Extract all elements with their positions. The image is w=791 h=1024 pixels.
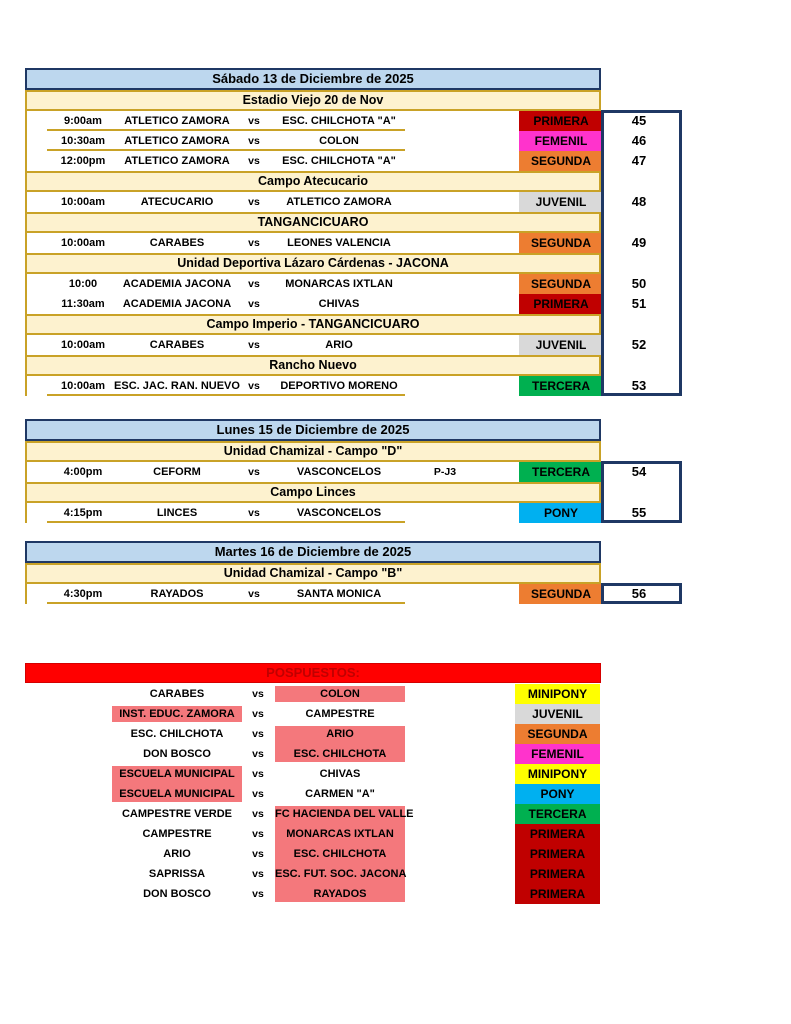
- vs-label: vs: [248, 135, 260, 147]
- match-home-team: ACADEMIA JACONA: [122, 298, 232, 310]
- category-badge: TERCERA: [515, 804, 600, 824]
- category-badge: PONY: [515, 784, 600, 804]
- match-away-team: ATLETICO ZAMORA: [286, 196, 392, 208]
- postponed-home-team: DON BOSCO: [143, 888, 211, 900]
- match-away-team: VASCONCELOS: [296, 466, 382, 478]
- venue-header: Estadio Viejo 20 de Nov: [25, 90, 601, 111]
- category-badge: PRIMERA: [515, 884, 600, 904]
- category-badge: MINIPONY: [515, 684, 600, 704]
- vs-label: vs: [248, 339, 260, 351]
- match-row: [25, 131, 683, 151]
- venue-header: Unidad Chamizal - Campo "B": [25, 563, 601, 584]
- category-badge: FEMENIL: [519, 131, 603, 151]
- row-divider: [47, 149, 405, 151]
- category-badge: FEMENIL: [515, 744, 600, 764]
- postponed-away-team: FC HACIENDA DEL VALLE: [275, 808, 414, 820]
- postponed-home-team: CAMPESTRE VERDE: [121, 808, 233, 820]
- match-time: 10:00am: [60, 196, 106, 208]
- match-home-team: CARABES: [149, 237, 205, 249]
- match-home-team: ACADEMIA JACONA: [122, 278, 232, 290]
- postponed-header: POSPUESTOS:: [25, 663, 601, 683]
- postponed-away-team: RAYADOS: [313, 888, 367, 900]
- number-bracket-monday: [601, 461, 682, 523]
- postponed-away-team: ESC. CHILCHOTA: [293, 748, 387, 760]
- vs-label: vs: [248, 115, 260, 127]
- vs-label: vs: [248, 155, 260, 167]
- row-divider: [47, 394, 405, 396]
- match-home-team: LINCES: [156, 507, 198, 519]
- match-home-team: ESC. JAC. RAN. NUEVO: [114, 380, 240, 392]
- vs-label: vs: [252, 848, 264, 860]
- match-row: [25, 335, 683, 355]
- postponed-home-team: ESC. CHILCHOTA: [130, 728, 224, 740]
- match-row: [25, 503, 683, 523]
- match-number: 45: [631, 113, 647, 128]
- vs-label: vs: [252, 768, 264, 780]
- match-row: [25, 233, 683, 253]
- postponed-home-team: CAMPESTRE: [142, 828, 212, 840]
- match-number: 56: [631, 586, 647, 601]
- match-away-team: DEPORTIVO MORENO: [280, 380, 398, 392]
- match-time: 10:30am: [60, 135, 106, 147]
- category-badge: PRIMERA: [515, 864, 600, 884]
- match-home-team: ATLETICO ZAMORA: [124, 155, 230, 167]
- match-time: 4:00pm: [63, 466, 103, 478]
- match-row: [25, 192, 683, 212]
- vs-label: vs: [248, 380, 260, 392]
- postponed-home-team: DON BOSCO: [143, 748, 211, 760]
- postponed-home-team: ESCUELA MUNICIPAL: [119, 768, 235, 780]
- venue-header: Unidad Chamizal - Campo "D": [25, 441, 601, 462]
- postponed-away-team: COLON: [320, 688, 360, 700]
- vs-label: vs: [248, 196, 260, 208]
- postponed-home-team: INST. EDUC. ZAMORA: [119, 708, 235, 720]
- category-badge: SEGUNDA: [519, 274, 603, 294]
- vs-label: vs: [248, 237, 260, 249]
- category-badge: MINIPONY: [515, 764, 600, 784]
- match-number: 48: [631, 194, 647, 209]
- match-away-team: VASCONCELOS: [296, 507, 382, 519]
- day-header: Lunes 15 de Diciembre de 2025: [25, 419, 601, 441]
- postponed-row: [25, 884, 601, 904]
- postponed-home-team: ARIO: [163, 848, 191, 860]
- category-badge: JUVENIL: [519, 335, 603, 355]
- match-row: [25, 376, 683, 396]
- match-away-team: ARIO: [325, 339, 353, 351]
- category-badge: PRIMERA: [519, 294, 603, 314]
- day-header: Sábado 13 de Diciembre de 2025: [25, 68, 601, 90]
- match-home-team: CEFORM: [153, 466, 201, 478]
- venue-header: Rancho Nuevo: [25, 355, 601, 376]
- match-time: 11:30am: [61, 298, 105, 310]
- category-badge: JUVENIL: [515, 704, 600, 724]
- match-time: 10:00am: [60, 237, 106, 249]
- match-row: [25, 584, 683, 604]
- match-row: [25, 294, 683, 314]
- match-number: 50: [631, 276, 647, 291]
- vs-label: vs: [252, 788, 264, 800]
- match-home-team: RAYADOS: [150, 588, 204, 600]
- row-divider: [47, 602, 405, 604]
- match-time: 4:15pm: [63, 507, 103, 519]
- match-away-team: SANTA MONICA: [296, 588, 382, 600]
- venue-header: Campo Imperio - TANGANCICUARO: [25, 314, 601, 335]
- number-bracket-saturday: [601, 110, 682, 396]
- row-divider: [47, 521, 405, 523]
- match-note: P-J3: [433, 466, 457, 478]
- match-number: 49: [631, 235, 647, 250]
- category-badge: PONY: [519, 503, 603, 523]
- match-home-team: CARABES: [149, 339, 205, 351]
- day-header: Martes 16 de Diciembre de 2025: [25, 541, 601, 563]
- postponed-row: [25, 764, 601, 784]
- match-number: 51: [631, 296, 647, 311]
- vs-label: vs: [248, 298, 260, 310]
- vs-label: vs: [248, 507, 260, 519]
- match-row: [25, 462, 683, 482]
- vs-label: vs: [252, 728, 264, 740]
- match-away-team: COLON: [319, 135, 359, 147]
- postponed-row: [25, 724, 601, 744]
- match-number: 47: [631, 153, 647, 168]
- match-time: 10:00am: [60, 380, 106, 392]
- category-badge: SEGUNDA: [519, 233, 603, 253]
- match-row: [25, 274, 683, 294]
- postponed-away-team: CARMEN "A": [305, 788, 375, 800]
- vs-label: vs: [252, 868, 264, 880]
- postponed-home-team: SAPRISSA: [148, 868, 206, 880]
- vs-label: vs: [252, 808, 264, 820]
- match-away-team: LEONES VALENCIA: [287, 237, 391, 249]
- match-away-team: CHIVAS: [318, 298, 360, 310]
- postponed-row: [25, 784, 601, 804]
- vs-label: vs: [248, 466, 260, 478]
- match-home-team: ATLETICO ZAMORA: [124, 115, 230, 127]
- vs-label: vs: [252, 688, 264, 700]
- vs-label: vs: [248, 588, 260, 600]
- postponed-row: [25, 804, 601, 824]
- venue-header: TANGANCICUARO: [25, 212, 601, 233]
- category-badge: JUVENIL: [519, 192, 603, 212]
- postponed-home-team: CARABES: [149, 688, 205, 700]
- match-away-team: ESC. CHILCHOTA "A": [282, 155, 396, 167]
- postponed-row: [25, 844, 601, 864]
- match-away-team: MONARCAS IXTLAN: [285, 278, 393, 290]
- category-badge: TERCERA: [519, 462, 603, 482]
- postponed-away-team: ARIO: [326, 728, 354, 740]
- postponed-row: [25, 704, 601, 724]
- match-number: 54: [631, 464, 647, 479]
- postponed-row: [25, 824, 601, 844]
- postponed-away-team: CHIVAS: [319, 768, 361, 780]
- match-number: 46: [631, 133, 647, 148]
- category-badge: PRIMERA: [515, 824, 600, 844]
- vs-label: vs: [252, 748, 264, 760]
- match-home-team: ATECUCARIO: [140, 196, 214, 208]
- match-time: 4:30pm: [63, 588, 103, 600]
- match-away-team: ESC. CHILCHOTA "A": [282, 115, 396, 127]
- match-row: [25, 111, 683, 131]
- postponed-away-team: ESC. FUT. SOC. JACONA: [275, 868, 407, 880]
- postponed-away-team: ESC. CHILCHOTA: [293, 848, 387, 860]
- row-divider: [47, 129, 405, 131]
- vs-label: vs: [252, 828, 264, 840]
- category-badge: SEGUNDA: [515, 724, 600, 744]
- match-time: 10:00: [68, 278, 98, 290]
- venue-header: Campo Atecucario: [25, 171, 601, 192]
- category-badge: SEGUNDA: [519, 584, 603, 604]
- match-time: 10:00am: [60, 339, 106, 351]
- vs-label: vs: [248, 278, 260, 290]
- vs-label: vs: [252, 888, 264, 900]
- postponed-row: [25, 684, 601, 704]
- category-badge: PRIMERA: [515, 844, 600, 864]
- category-badge: TERCERA: [519, 376, 603, 396]
- venue-header: Campo Linces: [25, 482, 601, 503]
- number-bracket-tuesday: [601, 583, 682, 604]
- vs-label: vs: [252, 708, 264, 720]
- match-home-team: ATLETICO ZAMORA: [124, 135, 230, 147]
- match-number: 55: [631, 505, 647, 520]
- postponed-away-team: CAMPESTRE: [305, 708, 375, 720]
- match-time: 12:00pm: [60, 155, 106, 167]
- venue-header: Unidad Deportiva Lázaro Cárdenas - JACONA: [25, 253, 601, 274]
- postponed-away-team: MONARCAS IXTLAN: [286, 828, 394, 840]
- match-row: [25, 151, 683, 171]
- match-time: 9:00am: [64, 115, 102, 127]
- category-badge: PRIMERA: [519, 111, 603, 131]
- match-number: 53: [631, 378, 647, 393]
- postponed-row: [25, 864, 601, 884]
- category-badge: SEGUNDA: [519, 151, 603, 171]
- match-number: 52: [631, 337, 647, 352]
- postponed-home-team: ESCUELA MUNICIPAL: [119, 788, 235, 800]
- postponed-row: [25, 744, 601, 764]
